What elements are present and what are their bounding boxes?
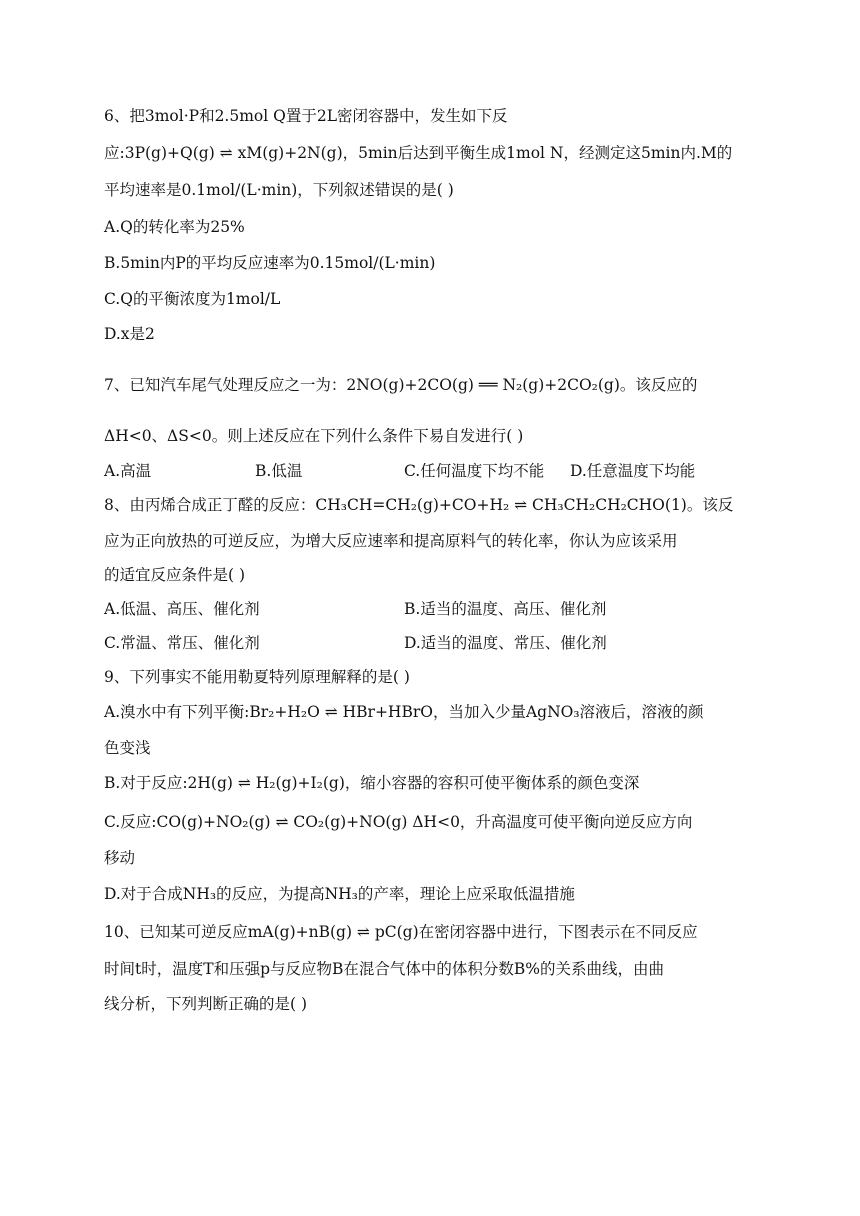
q9-option-a-line-2: 色变浅	[104, 739, 151, 757]
q8-stem-line-2: 应为正向放热的可逆反应，为增大反应速率和提高原料气的转化率，你认为应该采用	[104, 532, 678, 550]
q7-option-a: A.高温	[104, 462, 152, 480]
q8-option-c: C.常温、常压、催化剂	[104, 634, 260, 652]
q8-option-a: A.低温、高压、催化剂	[104, 600, 260, 618]
q10-stem-line-3: 线分析，下列判断正确的是( )	[104, 995, 308, 1013]
q9-stem-line-1: 9、下列事实不能用勒夏特列原理解释的是( )	[104, 668, 410, 686]
q8-option-b: B.适当的温度、高压、催化剂	[404, 600, 607, 618]
q9-option-c-line-2: 移动	[104, 849, 136, 867]
q9-option-c-line-1: C.反应:CO(g)+NO₂(g) ⇌ CO₂(g)+NO(g) ΔH<0，升高温度可使平衡向逆反应方向	[104, 813, 693, 831]
q10-stem-line-2: 时间t时，温度T和压强p与反应物B在混合气体中的体积分数B%的关系曲线，由曲	[104, 960, 665, 978]
q6-option-a: A.Q的转化率为25%	[104, 218, 245, 236]
q9-option-a-line-1: A.溴水中有下列平衡:Br₂+H₂O ⇌ HBr+HBrO，当加入少量AgNO₃溶液后，溶液的颜	[104, 703, 704, 721]
q7-stem-line-1: 7、已知汽车尾气处理反应之一为：2NO(g)+2CO(g) ══ N₂(g)+2CO₂(g)。该反应的	[104, 376, 698, 394]
q6-option-b: B.5min内P的平均反应速率为0.15mol/(L·min)	[104, 254, 436, 272]
q10-stem-line-1: 10、已知某可逆反应mA(g)+nB(g) ⇌ pC(g)在密闭容器中进行，下图表示在不同反应	[104, 923, 698, 941]
q9-option-b: B.对于反应:2H(g) ⇌ H₂(g)+I₂(g)，缩小容器的容积可使平衡体系的颜色变深	[104, 774, 640, 792]
q8-stem-line-3: 的适宜反应条件是( )	[104, 566, 246, 584]
q8-option-d: D.适当的温度、常压、催化剂	[404, 634, 607, 652]
q6-stem-line-1: 6、把3mol·P和2.5mol Q置于2L密闭容器中，发生如下反	[104, 107, 508, 125]
q8-stem-line-1: 8、由丙烯合成正丁醛的反应：CH₃CH=CH₂(g)+CO+H₂ ⇌ CH₃CH₂CH₂CHO(1)。该反	[104, 496, 734, 514]
q7-stem-line-2: ΔH<0、ΔS<0。则上述反应在下列什么条件下易自发进行( )	[104, 427, 524, 445]
q7-option-c: C.任何温度下均不能	[404, 462, 545, 480]
q6-option-d: D.x是2	[104, 325, 155, 343]
q7-option-d: D.任意温度下均能	[570, 462, 696, 480]
q6-stem-line-2: 应:3P(g)+Q(g) ⇌ xM(g)+2N(g)，5min后达到平衡生成1mol N，经测定这5min内.M的	[104, 144, 733, 162]
q6-option-c: C.Q的平衡浓度为1mol/L	[104, 290, 281, 308]
q6-stem-line-3: 平均速率是0.1mol/(L·min)，下列叙述错误的是( )	[104, 181, 454, 199]
q7-option-b: B.低温	[255, 462, 303, 480]
q9-option-d: D.对于合成NH₃的反应，为提高NH₃的产率，理论上应采取低温措施	[104, 885, 575, 903]
